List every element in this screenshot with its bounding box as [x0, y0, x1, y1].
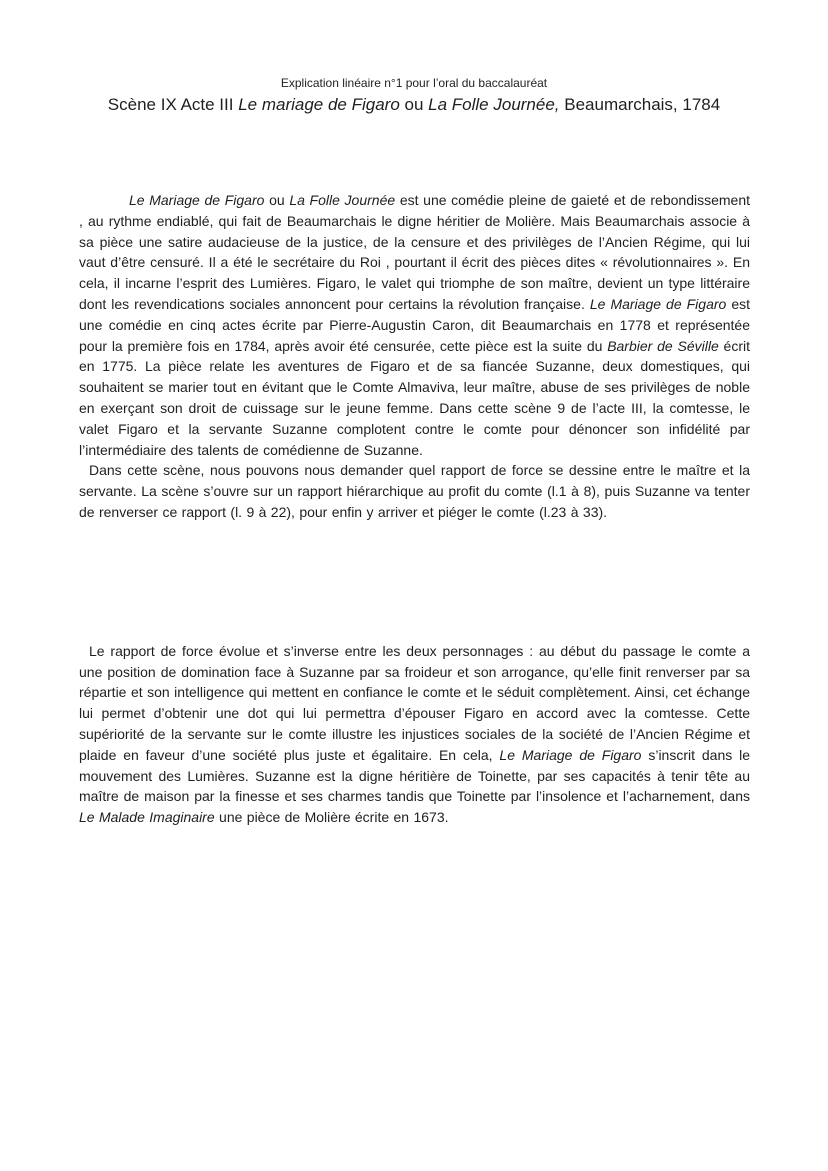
- italic-text-run: Le mariage de Figaro: [238, 95, 400, 114]
- document-body: [79, 190, 750, 828]
- text-run: Beaumarchais, 1784: [559, 95, 721, 114]
- text-run: ou: [399, 95, 429, 114]
- document-title: [0, 92, 828, 118]
- paragraph: [79, 641, 750, 828]
- italic-text-run: Le Mariage de Figaro: [129, 192, 265, 208]
- text-run: est une comédie en cinq actes écrite par Pierre-Augustin Caron, dit Beaumarchais en 1778 et représentée pour la première fois en 1784, après avoir été censurée, cette pièce est la suite du: [79, 295, 751, 354]
- text-run: ou: [264, 192, 290, 208]
- text-run: s’inscrit dans le mouvement des Lumières. Suzanne est la digne héritière de Toinette, par ses capacités à tenir tête au maître de maison par la finesse et ses charmes tandis que Toinette par l’insolence et l’acharnement, dans: [79, 746, 751, 805]
- italic-text-run: Barbier de Séville: [607, 337, 719, 354]
- text-run: Scène IX Acte III: [107, 95, 239, 114]
- italic-text-run: La Folle Journée: [289, 192, 396, 208]
- text-run: Le rapport de force évolue et s’inverse entre les deux personnages : au début du passage le comte a une position de domination face à Suzanne par sa froideur et son arrogance, qu’elle finit renverser par sa répartie et son intelligence qui mettent en confiance le comte et le séduit complètement. Ainsi, cet échange lui permet d’obtenir une dot qui lui permettra d’épouser Figaro en accord avec la comtesse. Cette supériorité de la servante sur le comte illustre les injustices sociales de la société de l’Ancien Régime et plaide en faveur d’une société plus juste et égalitaire. En cela,: [79, 642, 750, 763]
- italic-text-run: La Folle Journée,: [428, 95, 560, 114]
- text-run: une pièce de Molière écrite en 1673.: [214, 809, 449, 826]
- text-run: Dans cette scène, nous pouvons nous demander quel rapport de force se dessine entre le maître et la servante. La scène s’ouvre sur un rapport hiérarchique au profit du comte (l.1 à 8), puis Suzanne va tenter de renverser ce rapport (l. 9 à 22), pour enfin y arriver et piéger le comte (l.23 à 33).: [79, 462, 750, 520]
- text-run: écrit en 1775. La pièce relate les aventures de Figaro et de sa fiancée Suzanne, deux domestiques, qui souhaitent se marier tout en évitant que le Comte Almaviva, leur maître, abuse de ses privilèges de noble en exerçant son droit de cuissage sur le jeune femme. Dans cette scène 9 de l’acte III, la comtesse, le valet Figaro et la servante Suzanne complotent contre le comte pour dénoncer son infidélité par l’intermédiaire des talents de comédienne de Suzanne.: [79, 337, 750, 458]
- paragraph: [79, 190, 750, 460]
- italic-text-run: Le Mariage de Figaro: [499, 746, 642, 763]
- text-run: est une comédie pleine de gaieté et de rebondissement , au rythme endiablé, qui fait de Beaumarchais le digne héritier de Molière. Mais Beaumarchais associe à sa pièce une satire audacieuse de la justice, de la censure et des privilèges de l’Ancien Régime, qui lui vaut d’être censuré. Il a été le secrétaire du Roi , pourtant il écrit des pièces dites « révolutionnaires ». En cela, il incarne l’esprit des Lumières. Figaro, le valet qui triomphe de son maître, devient un type littéraire dont les revendications sociales annoncent pour certains la révolution française.: [79, 192, 751, 312]
- paragraph: [79, 460, 750, 522]
- italic-text-run: Le Mariage de Figaro: [589, 295, 727, 312]
- italic-text-run: Le Malade Imaginaire: [79, 809, 215, 826]
- document-subtitle: Explication linéaire n°1 pour l’oral du baccalauréat: [280, 76, 548, 90]
